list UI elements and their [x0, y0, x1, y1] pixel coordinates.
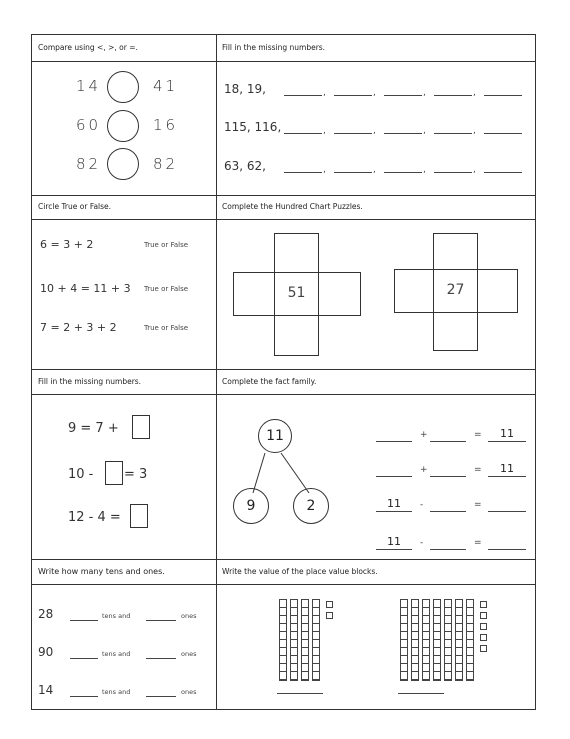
- fact-equals: =: [474, 430, 482, 440]
- fact-equals: =: [474, 465, 482, 475]
- tens-label: tens and: [102, 688, 131, 696]
- compare-header: Compare using <, >, or =.: [38, 43, 138, 52]
- true-false-choice[interactable]: True or False: [144, 241, 189, 249]
- fact-blank[interactable]: [488, 497, 526, 512]
- puzzle-center-cell: [274, 272, 319, 316]
- ten-rod-block: [455, 599, 463, 681]
- column-divider: [216, 35, 217, 709]
- sequence-comma: ,: [473, 126, 476, 136]
- ten-rod-block: [422, 599, 430, 681]
- fact-operator: +: [420, 430, 428, 440]
- fact-blank: 11: [488, 462, 526, 477]
- worksheet: [31, 34, 536, 710]
- ten-rod-block: [466, 599, 474, 681]
- sequence-comma: ,: [423, 165, 426, 175]
- missing-box-header: Fill in the missing numbers.: [38, 377, 142, 386]
- fact-blank[interactable]: [430, 427, 466, 442]
- fact-family-right-circle: [293, 488, 329, 524]
- fact-blank: 11: [488, 427, 526, 442]
- true-false-header: Circle True or False.: [38, 202, 112, 211]
- row-divider: [32, 369, 535, 370]
- sequence-comma: ,: [423, 88, 426, 98]
- compare-left-number: 14: [76, 77, 102, 95]
- fact-operator: -: [420, 538, 424, 548]
- place-value-header: Write the value of the place value blocks.: [222, 567, 378, 576]
- fact-operator: -: [420, 500, 424, 510]
- hundred-chart-header: Complete the Hundred Chart Puzzles.: [222, 202, 363, 211]
- ten-rod-block: [411, 599, 419, 681]
- sequence-comma: ,: [323, 165, 326, 175]
- sequence-start: 63, 62,: [224, 159, 266, 173]
- compare-answer-circle[interactable]: [107, 110, 139, 142]
- ones-blank[interactable]: [146, 658, 176, 659]
- tens-label: tens and: [102, 612, 131, 620]
- puzzle-cell[interactable]: [318, 272, 361, 316]
- place-value-answer-blank[interactable]: [398, 693, 444, 694]
- tens-label: tens and: [102, 650, 131, 658]
- fact-equals: =: [474, 500, 482, 510]
- tens-ones-number: 28: [38, 607, 54, 621]
- true-false-equation: 7 = 2 + 3 + 2: [40, 321, 117, 334]
- sequence-blank[interactable]: [434, 133, 472, 134]
- sequence-comma: ,: [373, 88, 376, 98]
- compare-right-number: 16: [153, 116, 179, 134]
- sequence-blank[interactable]: [284, 95, 322, 96]
- sequence-blank[interactable]: [484, 133, 522, 134]
- one-unit-block: [480, 612, 487, 619]
- puzzle-center-cell: [433, 269, 478, 313]
- tens-ones-number: 14: [38, 683, 54, 697]
- sequence-blank[interactable]: [384, 133, 422, 134]
- fact-family-top-number: 11: [266, 428, 284, 444]
- tens-blank[interactable]: [70, 696, 98, 697]
- true-false-equation: 10 + 4 = 11 + 3: [40, 282, 131, 295]
- equation-before: 12 - 4 =: [68, 510, 121, 525]
- one-unit-block: [480, 634, 487, 641]
- puzzle-center-number: 27: [446, 282, 465, 298]
- sequence-start: 18, 19,: [224, 82, 266, 96]
- tens-ones-header: Write how many tens and ones.: [38, 567, 165, 576]
- ones-label: ones: [181, 650, 197, 658]
- ones-blank[interactable]: [146, 620, 176, 621]
- sequence-blank[interactable]: [434, 172, 472, 173]
- fact-operator: +: [420, 465, 428, 475]
- compare-right-number: 41: [153, 77, 179, 95]
- row-divider: [32, 584, 535, 585]
- true-false-equation: 6 = 3 + 2: [40, 238, 94, 251]
- row-divider: [32, 195, 535, 196]
- sequence-blank[interactable]: [384, 172, 422, 173]
- compare-left-number: 60: [76, 116, 102, 134]
- fact-family-left-circle: [233, 488, 269, 524]
- sequence-comma: ,: [323, 126, 326, 136]
- compare-left-number: 82: [76, 155, 102, 173]
- ten-rod-block: [433, 599, 441, 681]
- equation-before: 9 = 7 +: [68, 421, 119, 436]
- one-unit-block: [480, 601, 487, 608]
- sequence-comma: ,: [323, 88, 326, 98]
- sequence-blank[interactable]: [434, 95, 472, 96]
- ten-rod-block: [444, 599, 452, 681]
- compare-answer-circle[interactable]: [107, 148, 139, 180]
- one-unit-block: [326, 612, 333, 619]
- ten-rod-block: [279, 599, 287, 681]
- sequence-start: 115, 116,: [224, 120, 282, 134]
- puzzle-center-number: 51: [287, 285, 306, 301]
- puzzle-cell[interactable]: [233, 272, 275, 316]
- puzzle-cell[interactable]: [274, 233, 319, 273]
- row-divider: [32, 559, 535, 560]
- sequence-comma: ,: [373, 165, 376, 175]
- fact-family-left-number: 9: [246, 498, 256, 514]
- fact-blank: 11: [376, 535, 412, 550]
- one-unit-block: [480, 645, 487, 652]
- sequence-blank[interactable]: [484, 95, 522, 96]
- tens-ones-number: 90: [38, 645, 54, 659]
- fact-blank[interactable]: [430, 462, 466, 477]
- sequence-blank[interactable]: [334, 95, 372, 96]
- sequence-comma: ,: [373, 126, 376, 136]
- one-unit-block: [480, 623, 487, 630]
- fact-blank[interactable]: [430, 535, 466, 550]
- answer-box[interactable]: [132, 415, 150, 439]
- ten-rod-block: [312, 599, 320, 681]
- fact-blank[interactable]: [376, 462, 412, 477]
- tens-blank[interactable]: [70, 620, 98, 621]
- puzzle-cell[interactable]: [433, 233, 478, 273]
- compare-right-number: 82: [153, 155, 179, 173]
- fact-blank[interactable]: [376, 427, 412, 442]
- ones-label: ones: [181, 612, 197, 620]
- answer-box[interactable]: [105, 461, 123, 485]
- true-false-choice[interactable]: True or False: [144, 324, 189, 332]
- fact-family-top-circle: [258, 419, 292, 453]
- sequence-blank[interactable]: [484, 172, 522, 173]
- puzzle-cell[interactable]: [477, 269, 518, 313]
- puzzle-cell[interactable]: [394, 269, 434, 313]
- sequence-comma: ,: [473, 165, 476, 175]
- one-unit-block: [326, 601, 333, 608]
- ten-rod-block: [290, 599, 298, 681]
- sequence-blank[interactable]: [334, 133, 372, 134]
- row-divider: [32, 394, 535, 395]
- compare-answer-circle[interactable]: [107, 71, 139, 103]
- row-divider: [32, 61, 535, 62]
- sequence-comma: ,: [473, 88, 476, 98]
- ones-blank[interactable]: [146, 696, 176, 697]
- true-false-choice[interactable]: True or False: [144, 285, 189, 293]
- sequence-blank[interactable]: [284, 172, 322, 173]
- ten-rod-block: [301, 599, 309, 681]
- fact-family-header: Complete the fact family.: [222, 377, 317, 386]
- tens-blank[interactable]: [70, 658, 98, 659]
- puzzle-cell[interactable]: [274, 315, 319, 356]
- fact-family-right-number: 2: [306, 498, 316, 514]
- sequence-blank[interactable]: [384, 95, 422, 96]
- fact-blank[interactable]: [430, 497, 466, 512]
- fact-equals: =: [474, 538, 482, 548]
- ten-rod-block: [400, 599, 408, 681]
- place-value-answer-blank[interactable]: [277, 693, 323, 694]
- sequence-comma: ,: [423, 126, 426, 136]
- ones-label: ones: [181, 688, 197, 696]
- sequence-blank[interactable]: [284, 133, 322, 134]
- answer-box[interactable]: [130, 504, 148, 528]
- fact-blank: 11: [376, 497, 412, 512]
- fact-blank[interactable]: [488, 535, 526, 550]
- equation-after: = 3: [124, 467, 148, 482]
- equation-before: 10 -: [68, 467, 94, 482]
- missing-numbers-header: Fill in the missing numbers.: [222, 43, 326, 52]
- row-divider: [32, 219, 535, 220]
- puzzle-cell[interactable]: [433, 312, 478, 351]
- sequence-blank[interactable]: [334, 172, 372, 173]
